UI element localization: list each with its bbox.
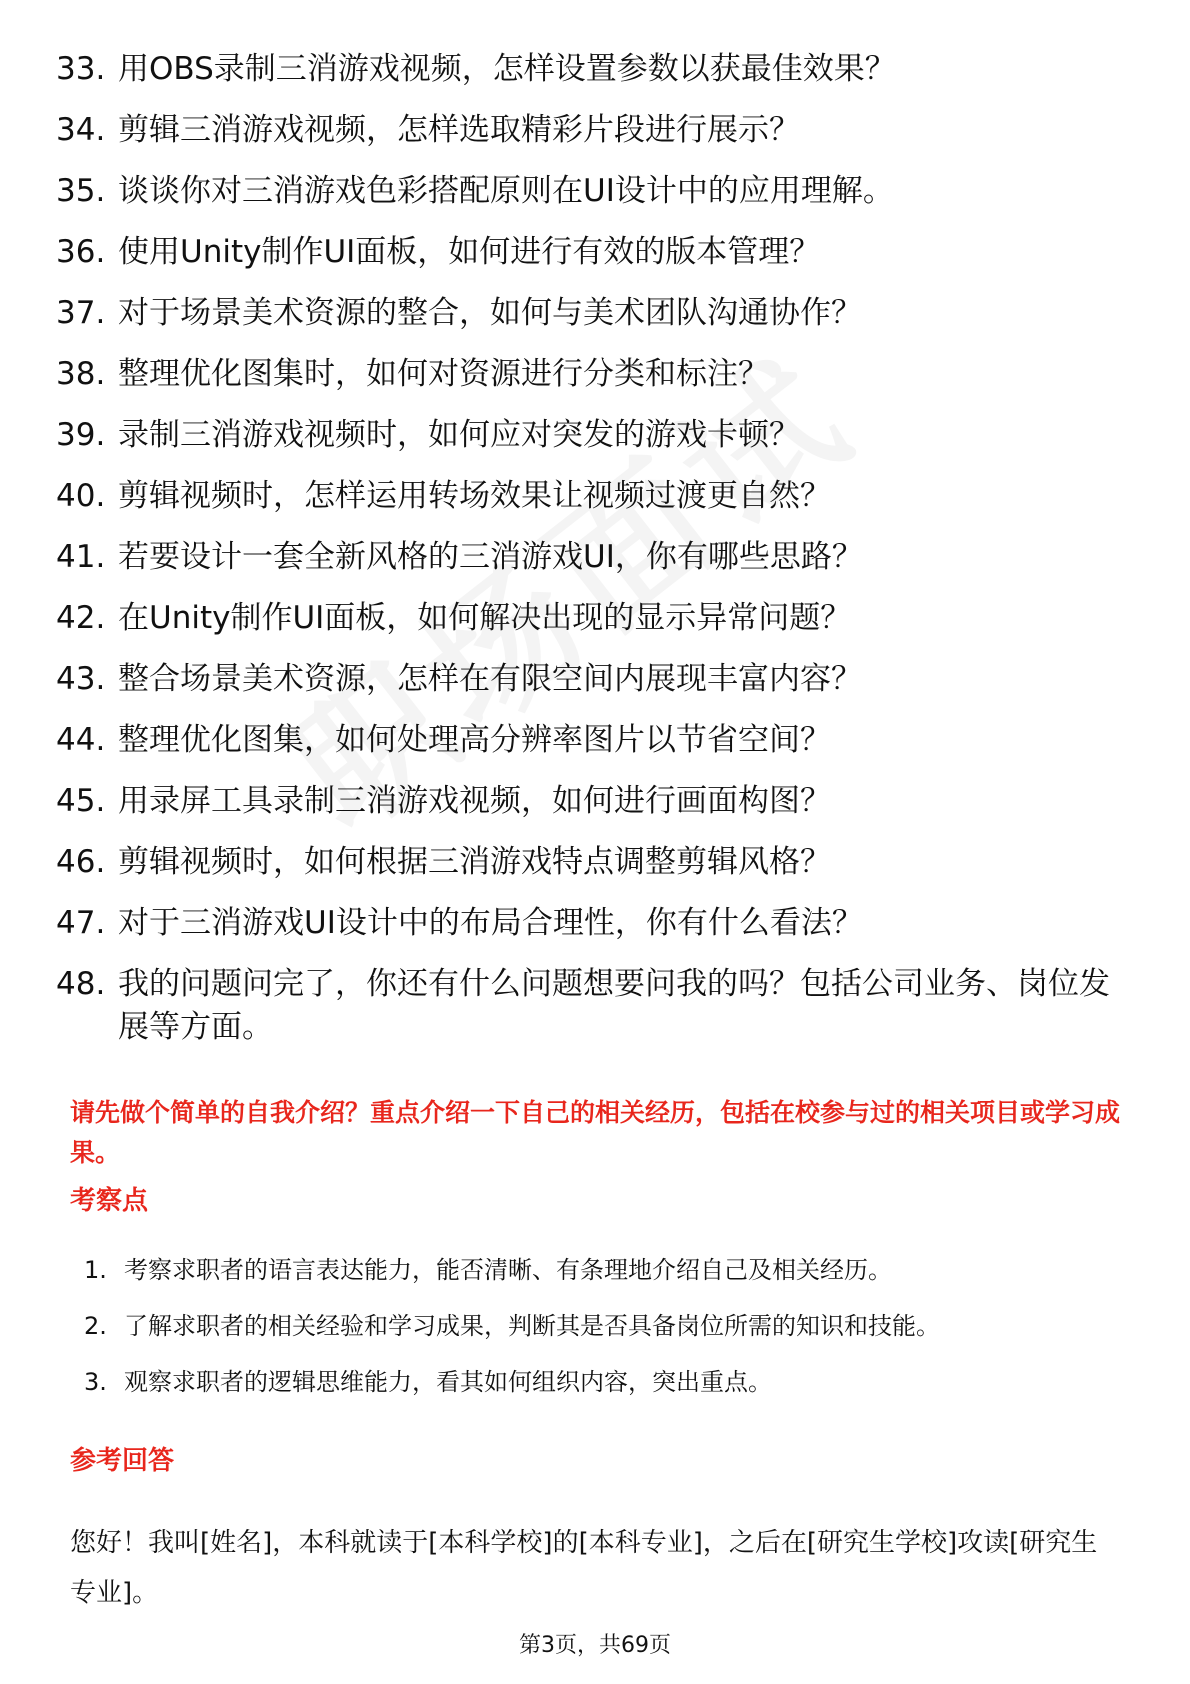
question-number: 45.: [56, 783, 106, 819]
question-number: 38.: [56, 356, 106, 392]
question-number: 40.: [56, 478, 106, 514]
list-item: [56, 475, 1136, 518]
list-item: [56, 719, 1136, 762]
question-number: 34.: [56, 112, 106, 148]
list-item: [56, 353, 1136, 396]
question-text: 对于场景美术资源的整合，如何与美术团队沟通协作？: [118, 295, 862, 331]
answer-heading: 参考回答: [70, 1446, 175, 1476]
question-text: 录制三消游戏视频时，如何应对突发的游戏卡顿？: [118, 417, 800, 453]
question-text: 用OBS录制三消游戏视频，怎样设置参数以获最佳效果？: [118, 51, 896, 87]
question-text: 整理优化图集，如何处理高分辨率图片以节省空间？: [118, 722, 831, 758]
question-number: 33.: [56, 51, 106, 87]
list-item: [84, 1252, 1134, 1288]
question-text: 谈谈你对三消游戏色彩搭配原则在UI设计中的应用理解。: [118, 173, 894, 209]
question-number: 48.: [56, 966, 106, 1002]
point-text: 观察求职者的逻辑思维能力，看其如何组织内容，突出重点。: [124, 1368, 772, 1396]
list-item: [56, 170, 1136, 213]
question-number: 39.: [56, 417, 106, 453]
list-item: [56, 109, 1136, 152]
point-text: 考察求职者的语言表达能力，能否清晰、有条理地介绍自己及相关经历。: [124, 1256, 892, 1284]
question-text: 剪辑视频时，如何根据三消游戏特点调整剪辑风格？: [118, 844, 831, 880]
question-number: 44.: [56, 722, 106, 758]
list-item: [84, 1364, 1134, 1400]
question-number: 36.: [56, 234, 106, 270]
list-item: [56, 536, 1136, 579]
question-number: 46.: [56, 844, 106, 880]
section-question: 请先做个简单的自我介绍？重点介绍一下自己的相关经历，包括在校参与过的相关项目或学习成果。: [70, 1098, 1121, 1167]
list-item: [56, 902, 1136, 945]
list-item: [56, 963, 1136, 1049]
question-number: 42.: [56, 600, 106, 636]
answer-text: 您好！我叫[姓名]，本科就读于[本科学校]的[本科专业]，之后在[研究生学校]攻读[研究生专业]。: [70, 1528, 1098, 1608]
question-text: 使用Unity制作UI面板，如何进行有效的版本管理？: [118, 234, 821, 270]
question-text: 对于三消游戏UI设计中的布局合理性，你有什么看法？: [118, 905, 863, 941]
question-text: 用录屏工具录制三消游戏视频，如何进行画面构图？: [118, 783, 831, 819]
question-number: 43.: [56, 661, 106, 697]
points-list: [84, 1252, 1134, 1420]
question-text: 剪辑三消游戏视频，怎样选取精彩片段进行展示？: [118, 112, 800, 148]
question-text: 我的问题问完了，你还有什么问题想要问我的吗？包括公司业务、岗位发展等方面。: [118, 966, 1110, 1045]
question-text: 整合场景美术资源，怎样在有限空间内展现丰富内容？: [118, 661, 862, 697]
question-number: 37.: [56, 295, 106, 331]
question-number: 35.: [56, 173, 106, 209]
list-item: [56, 414, 1136, 457]
list-item: [56, 780, 1136, 823]
list-item: [56, 292, 1136, 335]
question-text: 整理优化图集时，如何对资源进行分类和标注？: [118, 356, 769, 392]
list-item: [84, 1308, 1134, 1344]
point-text: 了解求职者的相关经验和学习成果，判断其是否具备岗位所需的知识和技能。: [124, 1312, 940, 1340]
question-number: 47.: [56, 905, 106, 941]
page-number: 第3页，共69页: [519, 1633, 671, 1658]
question-text: 若要设计一套全新风格的三消游戏UI，你有哪些思路？: [118, 539, 863, 575]
question-text: 剪辑视频时，怎样运用转场效果让视频过渡更自然？: [118, 478, 831, 514]
list-item: [56, 597, 1136, 640]
point-number: 1.: [84, 1256, 107, 1284]
list-item: [56, 48, 1136, 91]
list-item: [56, 841, 1136, 884]
question-text: 在Unity制作UI面板，如何解决出现的显示异常问题？: [118, 600, 852, 636]
list-item: [56, 658, 1136, 701]
points-heading: 考察点: [70, 1186, 149, 1216]
question-list: [56, 48, 1136, 1067]
point-number: 3.: [84, 1368, 107, 1396]
point-number: 2.: [84, 1312, 107, 1340]
list-item: [56, 231, 1136, 274]
question-number: 41.: [56, 539, 106, 575]
